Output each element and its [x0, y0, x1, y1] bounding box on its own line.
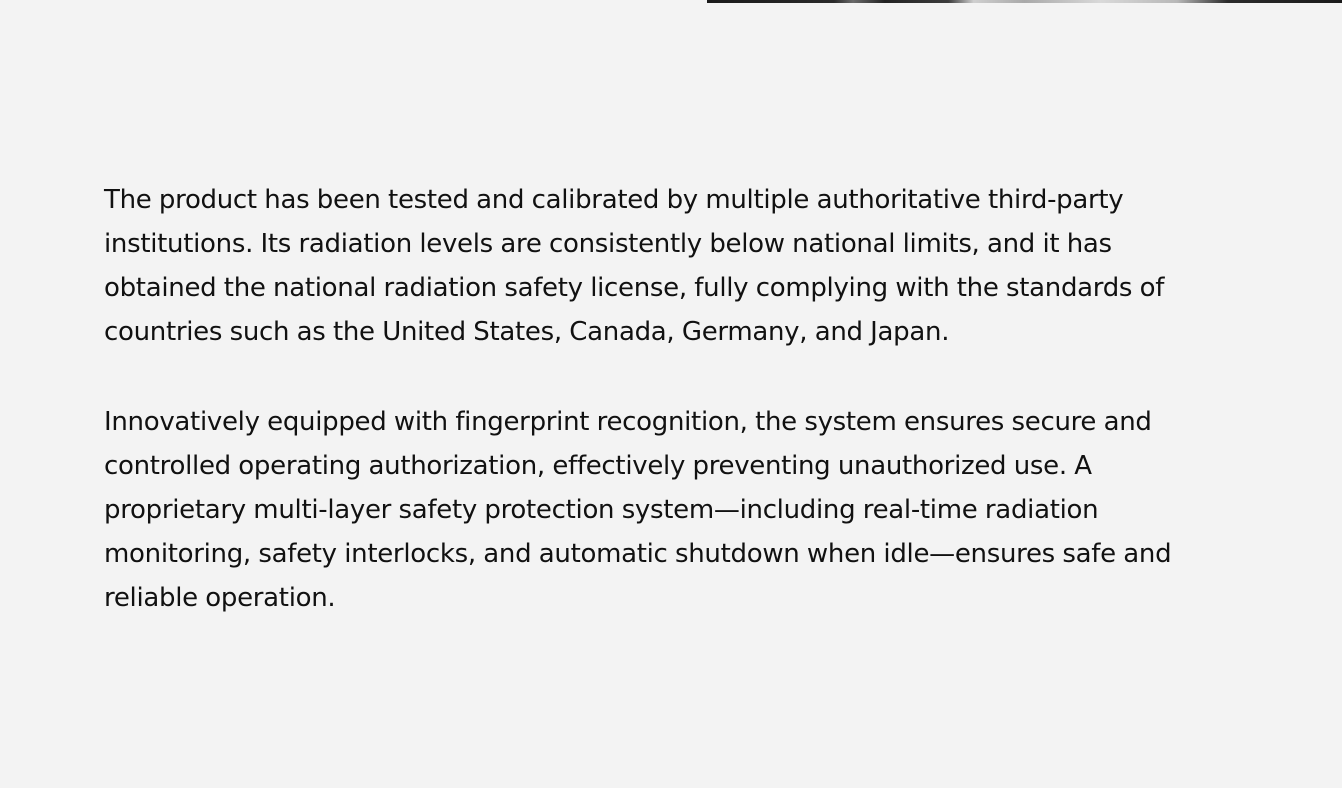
safety-certification-paragraph: The product has been tested and calibrated by multiple authoritative third-party institutions. Its radiation levels are consistently below national limits, and it has obtained the national radiation safety license, fully complying with the standards of countries such as the United States, Canada, Germany, and Japan. — [104, 185, 1165, 347]
top-image-edge — [707, 0, 1342, 3]
fingerprint-security-paragraph: Innovatively equipped with fingerprint recognition, the system ensures secure and controlled operating authorization, effectively preventing unauthorized use. A proprietary multi-layer safety protection system—including real-time radiation monitoring, safety interlocks, and automatic shutdown when idle—ensures safe and reliable operation. — [104, 407, 1172, 613]
article-content — [104, 178, 1194, 620]
